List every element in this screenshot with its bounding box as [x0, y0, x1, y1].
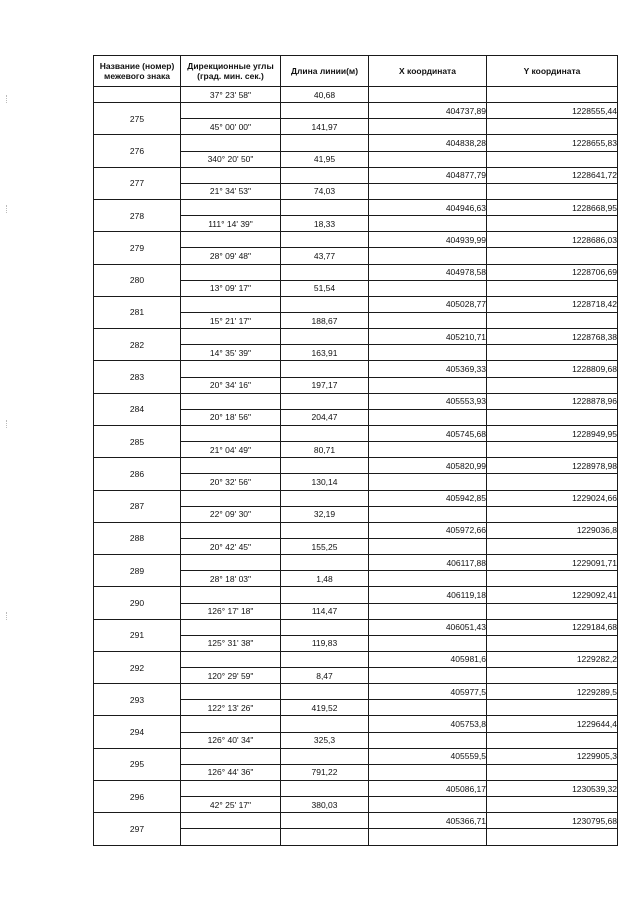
header-x: X координата: [369, 56, 487, 87]
x-cell: [369, 312, 487, 328]
angle-cell: 28° 09' 48": [181, 248, 281, 264]
length-cell: [281, 361, 369, 377]
point-name: 289: [94, 555, 181, 587]
length-cell: 419,52: [281, 700, 369, 716]
y-coordinate: 1229644,4: [487, 716, 618, 732]
point-name: 288: [94, 522, 181, 554]
x-cell: [369, 700, 487, 716]
length-cell: 43,77: [281, 248, 369, 264]
table-row: [94, 587, 618, 603]
table-row: [94, 87, 618, 103]
table-row: [94, 425, 618, 441]
length-cell: [281, 103, 369, 119]
header-name: Название (номер) межевого знака: [94, 56, 181, 87]
length-cell: 80,71: [281, 442, 369, 458]
y-coordinate: 1230539,32: [487, 781, 618, 797]
length-cell: [281, 829, 369, 845]
point-name: 293: [94, 684, 181, 716]
angle-cell: 340° 20' 50": [181, 151, 281, 167]
point-name: 285: [94, 425, 181, 457]
length-cell: [281, 587, 369, 603]
y-cell: [487, 732, 618, 748]
angle-cell: [181, 393, 281, 409]
x-cell: [369, 571, 487, 587]
y-coordinate: 1229091,71: [487, 555, 618, 571]
angle-cell: 20° 34' 16": [181, 377, 281, 393]
header-y: Y координата: [487, 56, 618, 87]
y-cell: [487, 312, 618, 328]
y-cell: [487, 506, 618, 522]
length-cell: [281, 296, 369, 312]
table-row: [94, 232, 618, 248]
point-name: 281: [94, 296, 181, 328]
y-cell: [487, 183, 618, 199]
table-header-row: [94, 56, 618, 87]
table-row: [94, 555, 618, 571]
length-cell: 32,19: [281, 506, 369, 522]
angle-cell: [181, 135, 281, 151]
y-coordinate: 1229184,68: [487, 619, 618, 635]
boundary-coordinates-table: [93, 55, 618, 846]
angle-cell: [181, 458, 281, 474]
angle-cell: [181, 651, 281, 667]
angle-cell: 120° 29' 59": [181, 668, 281, 684]
length-cell: [281, 781, 369, 797]
length-cell: 18,33: [281, 216, 369, 232]
length-cell: 8,47: [281, 668, 369, 684]
x-coordinate: 404877,79: [369, 167, 487, 183]
length-cell: [281, 490, 369, 506]
x-coordinate: 405981,6: [369, 651, 487, 667]
y-coordinate: 1228949,95: [487, 425, 618, 441]
angle-cell: 126° 40' 34": [181, 732, 281, 748]
y-coordinate: 1228809,68: [487, 361, 618, 377]
angle-cell: [181, 425, 281, 441]
point-name: 278: [94, 199, 181, 231]
table-row: [94, 458, 618, 474]
table-row: [94, 490, 618, 506]
x-cell: [369, 151, 487, 167]
header-length: Длина линии(м): [281, 56, 369, 87]
table-row: [94, 651, 618, 667]
x-coordinate: 405553,93: [369, 393, 487, 409]
length-cell: [281, 329, 369, 345]
point-name: 297: [94, 813, 181, 845]
length-cell: [281, 684, 369, 700]
x-cell: [369, 474, 487, 490]
y-coordinate: 1229036,8: [487, 522, 618, 538]
angle-cell: 126° 44' 36": [181, 764, 281, 780]
length-cell: [281, 748, 369, 764]
scan-artifact: [6, 420, 9, 428]
angle-cell: 45° 00' 00": [181, 119, 281, 135]
x-cell: [369, 409, 487, 425]
length-cell: 204,47: [281, 409, 369, 425]
angle-cell: [181, 619, 281, 635]
length-cell: 51,54: [281, 280, 369, 296]
x-cell: [369, 635, 487, 651]
y-cell: [487, 797, 618, 813]
table-row: [94, 329, 618, 345]
x-cell: [369, 87, 487, 103]
x-coordinate: 405366,71: [369, 813, 487, 829]
length-cell: [281, 619, 369, 635]
point-name: 279: [94, 232, 181, 264]
length-cell: 791,22: [281, 764, 369, 780]
angle-cell: 37° 23' 58": [181, 87, 281, 103]
y-coordinate: 1228686,03: [487, 232, 618, 248]
angle-cell: [181, 813, 281, 829]
table-row: [94, 264, 618, 280]
x-coordinate: 404737,89: [369, 103, 487, 119]
x-cell: [369, 829, 487, 845]
x-coordinate: 404838,28: [369, 135, 487, 151]
table-row: [94, 135, 618, 151]
angle-cell: [181, 829, 281, 845]
length-cell: [281, 167, 369, 183]
x-coordinate: 405086,17: [369, 781, 487, 797]
x-cell: [369, 603, 487, 619]
angle-cell: [181, 684, 281, 700]
y-coordinate: 1228768,38: [487, 329, 618, 345]
table-row: [94, 296, 618, 312]
y-cell: [487, 345, 618, 361]
length-cell: [281, 393, 369, 409]
y-cell: [487, 700, 618, 716]
y-cell: [487, 829, 618, 845]
x-coordinate: 405559,5: [369, 748, 487, 764]
x-cell: [369, 248, 487, 264]
x-cell: [369, 442, 487, 458]
table-body: [94, 87, 618, 846]
name-cell: [94, 87, 181, 103]
length-cell: 188,67: [281, 312, 369, 328]
point-name: 277: [94, 167, 181, 199]
y-cell: [487, 538, 618, 554]
point-name: 284: [94, 393, 181, 425]
angle-cell: [181, 555, 281, 571]
angle-cell: 42° 25' 17": [181, 797, 281, 813]
angle-cell: [181, 103, 281, 119]
angle-cell: [181, 264, 281, 280]
angle-cell: [181, 490, 281, 506]
x-coordinate: 405745,68: [369, 425, 487, 441]
length-cell: 380,03: [281, 797, 369, 813]
angle-cell: 13° 09' 17": [181, 280, 281, 296]
length-cell: 163,91: [281, 345, 369, 361]
angle-cell: [181, 716, 281, 732]
x-cell: [369, 668, 487, 684]
angle-cell: 14° 35' 39": [181, 345, 281, 361]
angle-cell: [181, 781, 281, 797]
y-coordinate: 1229282,2: [487, 651, 618, 667]
x-coordinate: 406117,88: [369, 555, 487, 571]
x-coordinate: 405820,99: [369, 458, 487, 474]
y-coordinate: 1228706,69: [487, 264, 618, 280]
scan-artifact: [6, 95, 9, 103]
point-name: 291: [94, 619, 181, 651]
angle-cell: 21° 34' 53": [181, 183, 281, 199]
angle-cell: 21° 04' 49": [181, 442, 281, 458]
y-coordinate: 1228555,44: [487, 103, 618, 119]
length-cell: [281, 813, 369, 829]
y-coordinate: 1230795,68: [487, 813, 618, 829]
x-cell: [369, 216, 487, 232]
x-cell: [369, 183, 487, 199]
length-cell: [281, 264, 369, 280]
x-coordinate: 405972,66: [369, 522, 487, 538]
x-coordinate: 405753,8: [369, 716, 487, 732]
y-coordinate: 1229024,66: [487, 490, 618, 506]
y-cell: [487, 571, 618, 587]
x-coordinate: 406119,18: [369, 587, 487, 603]
length-cell: [281, 555, 369, 571]
angle-cell: [181, 587, 281, 603]
angle-cell: [181, 232, 281, 248]
x-cell: [369, 345, 487, 361]
length-cell: 40,68: [281, 87, 369, 103]
table-row: [94, 199, 618, 215]
angle-cell: [181, 199, 281, 215]
x-coordinate: 404946,63: [369, 199, 487, 215]
table-row: [94, 813, 618, 829]
point-name: 295: [94, 748, 181, 780]
length-cell: [281, 199, 369, 215]
length-cell: [281, 522, 369, 538]
angle-cell: [181, 748, 281, 764]
table-row: [94, 684, 618, 700]
x-coordinate: 404939,99: [369, 232, 487, 248]
x-coordinate: 405028,77: [369, 296, 487, 312]
y-coordinate: 1228655,83: [487, 135, 618, 151]
table-row: [94, 361, 618, 377]
x-coordinate: 405942,85: [369, 490, 487, 506]
length-cell: 141,97: [281, 119, 369, 135]
x-coordinate: 404978,58: [369, 264, 487, 280]
y-cell: [487, 764, 618, 780]
y-coordinate: 1228641,72: [487, 167, 618, 183]
angle-cell: [181, 167, 281, 183]
point-name: 276: [94, 135, 181, 167]
angle-cell: [181, 296, 281, 312]
y-cell: [487, 377, 618, 393]
x-cell: [369, 280, 487, 296]
y-coordinate: 1229905,3: [487, 748, 618, 764]
x-cell: [369, 732, 487, 748]
y-cell: [487, 668, 618, 684]
angle-cell: 122° 13' 26": [181, 700, 281, 716]
length-cell: [281, 232, 369, 248]
x-coordinate: 406051,43: [369, 619, 487, 635]
table-row: [94, 103, 618, 119]
x-cell: [369, 538, 487, 554]
length-cell: 130,14: [281, 474, 369, 490]
point-name: 294: [94, 716, 181, 748]
header-angles: Дирекционные углы (град. мин. сек.): [181, 56, 281, 87]
y-cell: [487, 216, 618, 232]
y-cell: [487, 87, 618, 103]
length-cell: [281, 458, 369, 474]
length-cell: 155,25: [281, 538, 369, 554]
scan-artifact: [6, 205, 9, 213]
point-name: 282: [94, 329, 181, 361]
scan-artifact: [6, 612, 9, 620]
length-cell: [281, 716, 369, 732]
table-row: [94, 716, 618, 732]
angle-cell: 125° 31' 38": [181, 635, 281, 651]
angle-cell: 20° 32' 56": [181, 474, 281, 490]
length-cell: 119,83: [281, 635, 369, 651]
x-cell: [369, 797, 487, 813]
point-name: 275: [94, 103, 181, 135]
y-coordinate: 1228668,95: [487, 199, 618, 215]
length-cell: 74,03: [281, 183, 369, 199]
y-cell: [487, 474, 618, 490]
x-coordinate: 405977,5: [369, 684, 487, 700]
angle-cell: 20° 42' 45": [181, 538, 281, 554]
y-cell: [487, 119, 618, 135]
angle-cell: 20° 18' 56": [181, 409, 281, 425]
point-name: 296: [94, 781, 181, 813]
table-row: [94, 619, 618, 635]
point-name: 290: [94, 587, 181, 619]
angle-cell: 28° 18' 03": [181, 571, 281, 587]
table-row: [94, 748, 618, 764]
x-cell: [369, 506, 487, 522]
angle-cell: [181, 522, 281, 538]
x-coordinate: 405210,71: [369, 329, 487, 345]
point-name: 286: [94, 458, 181, 490]
table-row: [94, 393, 618, 409]
length-cell: [281, 425, 369, 441]
y-coordinate: 1228878,96: [487, 393, 618, 409]
y-coordinate: 1229289,5: [487, 684, 618, 700]
angle-cell: 15° 21' 17": [181, 312, 281, 328]
angle-cell: [181, 329, 281, 345]
y-cell: [487, 442, 618, 458]
y-cell: [487, 151, 618, 167]
table-row: [94, 522, 618, 538]
length-cell: [281, 135, 369, 151]
length-cell: 41,95: [281, 151, 369, 167]
y-cell: [487, 635, 618, 651]
x-cell: [369, 377, 487, 393]
length-cell: 197,17: [281, 377, 369, 393]
table-row: [94, 781, 618, 797]
point-name: 287: [94, 490, 181, 522]
y-cell: [487, 409, 618, 425]
y-coordinate: 1229092,41: [487, 587, 618, 603]
x-cell: [369, 764, 487, 780]
y-coordinate: 1228718,42: [487, 296, 618, 312]
point-name: 283: [94, 361, 181, 393]
y-coordinate: 1228978,98: [487, 458, 618, 474]
point-name: 280: [94, 264, 181, 296]
length-cell: 325,3: [281, 732, 369, 748]
length-cell: [281, 651, 369, 667]
table-row: [94, 167, 618, 183]
length-cell: 114,47: [281, 603, 369, 619]
y-cell: [487, 603, 618, 619]
x-coordinate: 405369,33: [369, 361, 487, 377]
x-cell: [369, 119, 487, 135]
angle-cell: [181, 361, 281, 377]
length-cell: 1,48: [281, 571, 369, 587]
angle-cell: 126° 17' 18": [181, 603, 281, 619]
y-cell: [487, 280, 618, 296]
angle-cell: 22° 09' 30": [181, 506, 281, 522]
angle-cell: 111° 14' 39": [181, 216, 281, 232]
point-name: 292: [94, 651, 181, 683]
y-cell: [487, 248, 618, 264]
